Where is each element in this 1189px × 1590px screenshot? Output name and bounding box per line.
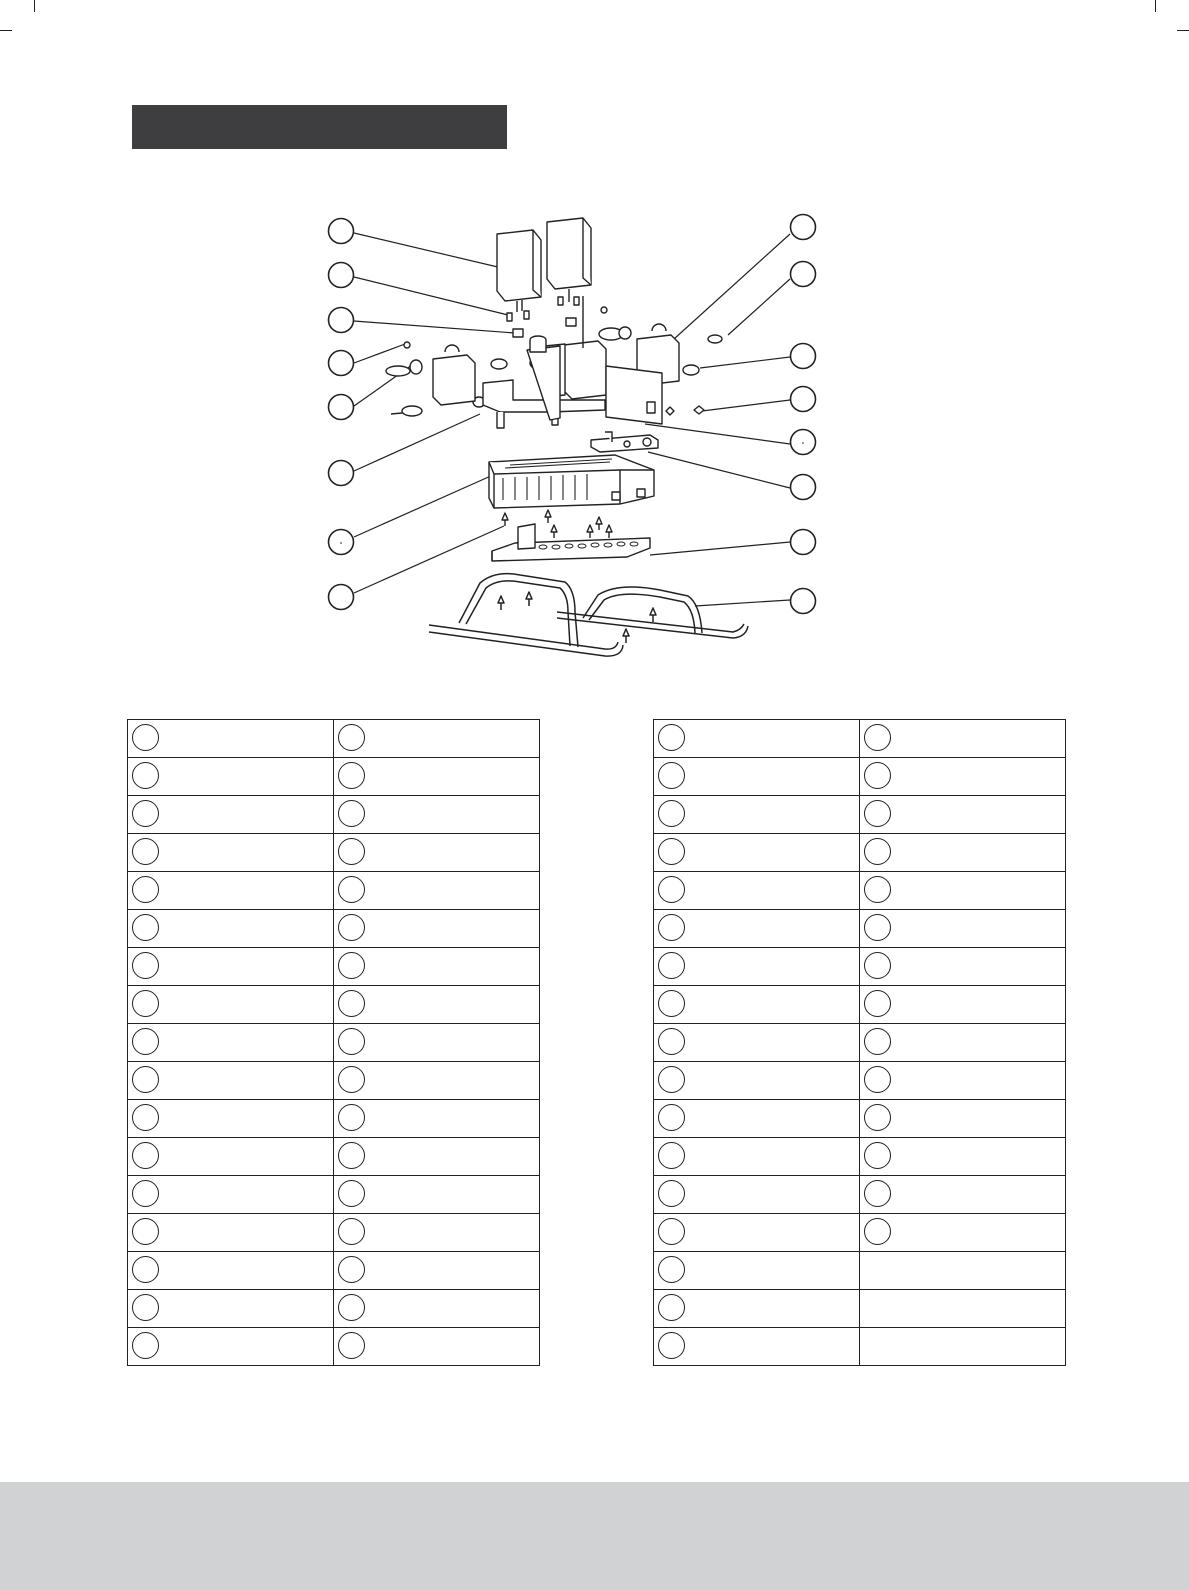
- part-number-circle: [864, 1142, 891, 1169]
- part-number-circle: [338, 1332, 365, 1359]
- part-number-circle: [132, 1066, 159, 1093]
- parts-row: [654, 1176, 1066, 1214]
- parts-cell: [860, 796, 1066, 834]
- part-number-circle: [132, 762, 159, 789]
- parts-cell: [128, 1252, 334, 1290]
- part-number-circle: [864, 952, 891, 979]
- parts-cell: [128, 1138, 334, 1176]
- parts-cell: [860, 1024, 1066, 1062]
- circuit-board: [606, 366, 662, 424]
- part-number-circle: [338, 800, 365, 827]
- parts-row: [654, 1100, 1066, 1138]
- parts-row: [654, 1290, 1066, 1328]
- parts-row: [654, 1024, 1066, 1062]
- parts-cell: [860, 1328, 1066, 1366]
- part-number-circle: [338, 1104, 365, 1131]
- parts-cell: [860, 1214, 1066, 1252]
- parts-row: [654, 1214, 1066, 1252]
- part-number-circle: [658, 800, 685, 827]
- parts-cell: [654, 1252, 860, 1290]
- part-number-circle: [338, 724, 365, 751]
- parts-row: [654, 1138, 1066, 1176]
- parts-cell: [860, 948, 1066, 986]
- part-number-circle: [658, 1256, 685, 1283]
- part-number-circle: [338, 1142, 365, 1169]
- parts-cell: [654, 834, 860, 872]
- body-housing: [489, 455, 654, 508]
- parts-cell: [654, 1062, 860, 1100]
- part-number-circle: [338, 1294, 365, 1321]
- part-number-circle: [658, 1142, 685, 1169]
- parts-cell: [334, 1328, 540, 1366]
- part-number-circle: [132, 838, 159, 865]
- parts-row: [128, 872, 540, 910]
- part-number-circle: [864, 876, 891, 903]
- part-number-circle: [132, 1180, 159, 1207]
- parts-cell: [860, 720, 1066, 758]
- parts-cell: [128, 720, 334, 758]
- part-number-circle: [658, 762, 685, 789]
- part-number-circle: [658, 914, 685, 941]
- parts-cell: [334, 720, 540, 758]
- parts-row: [128, 1252, 540, 1290]
- parts-cell: [860, 834, 1066, 872]
- part-number-circle: [864, 1218, 891, 1245]
- parts-row: [654, 1062, 1066, 1100]
- landing-skids: [429, 574, 748, 656]
- parts-cell: [128, 1100, 334, 1138]
- parts-row: [128, 834, 540, 872]
- part-number-circle: [132, 1028, 159, 1055]
- part-number-circle: [132, 1256, 159, 1283]
- parts-cell: [654, 1138, 860, 1176]
- parts-row: [128, 1100, 540, 1138]
- part-number-circle: [132, 1218, 159, 1245]
- parts-cell: [654, 1214, 860, 1252]
- parts-cell: [860, 1138, 1066, 1176]
- part-number-circle: [864, 724, 891, 751]
- parts-cell: [334, 796, 540, 834]
- parts-cell: [334, 834, 540, 872]
- parts-cell: [128, 1176, 334, 1214]
- parts-cell: [128, 1328, 334, 1366]
- parts-cell: [334, 1062, 540, 1100]
- parts-cell: [128, 910, 334, 948]
- parts-row: [128, 1062, 540, 1100]
- parts-cell: [654, 758, 860, 796]
- parts-cell: [860, 1062, 1066, 1100]
- parts-cell: [128, 1214, 334, 1252]
- part-number-circle: [658, 876, 685, 903]
- part-number-circle: [864, 1028, 891, 1055]
- parts-cell: [334, 1176, 540, 1214]
- parts-list-right: [653, 719, 1066, 1366]
- parts-cell: [334, 948, 540, 986]
- part-number-circle: [658, 1028, 685, 1055]
- part-number-circle: [658, 1180, 685, 1207]
- part-number-circle: [132, 724, 159, 751]
- parts-cell: [860, 910, 1066, 948]
- parts-cell: [860, 1176, 1066, 1214]
- part-number-circle: [658, 724, 685, 751]
- part-number-circle: [658, 1066, 685, 1093]
- part-number-circle: [132, 876, 159, 903]
- parts-row: [128, 910, 540, 948]
- parts-cell: [654, 910, 860, 948]
- parts-cell: [654, 1328, 860, 1366]
- parts-row: [128, 1328, 540, 1366]
- footer-band: [0, 1482, 1189, 1590]
- parts-cell: [128, 986, 334, 1024]
- parts-row: [654, 1328, 1066, 1366]
- part-number-circle: [864, 762, 891, 789]
- part-number-circle: [338, 1028, 365, 1055]
- part-number-circle: [658, 1218, 685, 1245]
- part-number-circle: [338, 876, 365, 903]
- parts-row: [128, 1024, 540, 1062]
- part-number-circle: [658, 1294, 685, 1321]
- parts-cell: [654, 1100, 860, 1138]
- parts-cell: [334, 1138, 540, 1176]
- parts-cell: [860, 1290, 1066, 1328]
- exploded-view-diagram: [0, 0, 1189, 680]
- parts-cell: [654, 986, 860, 1024]
- parts-row: [128, 948, 540, 986]
- part-number-circle: [864, 914, 891, 941]
- parts-cell: [654, 720, 860, 758]
- parts-cell: [654, 1024, 860, 1062]
- parts-row: [654, 948, 1066, 986]
- parts-row: [128, 758, 540, 796]
- parts-cell: [128, 1290, 334, 1328]
- part-number-circle: [132, 1104, 159, 1131]
- part-number-circle: [132, 952, 159, 979]
- part-number-circle: [338, 1218, 365, 1245]
- part-number-circle: [864, 1066, 891, 1093]
- parts-row: [128, 796, 540, 834]
- parts-cell: [128, 796, 334, 834]
- parts-cell: [128, 758, 334, 796]
- part-number-circle: [658, 838, 685, 865]
- parts-row: [654, 1252, 1066, 1290]
- parts-row: [654, 834, 1066, 872]
- parts-cell: [860, 872, 1066, 910]
- part-number-circle: [132, 914, 159, 941]
- parts-row: [128, 1138, 540, 1176]
- parts-cell: [334, 986, 540, 1024]
- part-number-circle: [338, 952, 365, 979]
- parts-row: [128, 1214, 540, 1252]
- part-number-circle: [864, 1180, 891, 1207]
- part-number-circle: [338, 838, 365, 865]
- parts-cell: [860, 1100, 1066, 1138]
- parts-cell: [334, 1252, 540, 1290]
- part-number-circle: [132, 800, 159, 827]
- base-plate: [492, 524, 650, 561]
- parts-cell: [334, 1100, 540, 1138]
- parts-cell: [654, 796, 860, 834]
- part-number-circle: [132, 1332, 159, 1359]
- part-number-circle: [864, 1104, 891, 1131]
- part-number-circle: [864, 800, 891, 827]
- parts-row: [654, 872, 1066, 910]
- parts-row: [128, 986, 540, 1024]
- parts-cell: [334, 910, 540, 948]
- parts-cell: [654, 872, 860, 910]
- parts-cell: [334, 1290, 540, 1328]
- parts-row: [654, 910, 1066, 948]
- parts-cell: [860, 1252, 1066, 1290]
- parts-cell: [334, 872, 540, 910]
- parts-cell: [334, 1024, 540, 1062]
- part-number-circle: [658, 1332, 685, 1359]
- part-number-circle: [658, 952, 685, 979]
- parts-cell: [128, 872, 334, 910]
- part-number-circle: [338, 762, 365, 789]
- parts-cell: [860, 986, 1066, 1024]
- part-number-circle: [132, 1142, 159, 1169]
- side-bracket: [591, 432, 658, 452]
- parts-row: [654, 758, 1066, 796]
- parts-cell: [128, 948, 334, 986]
- part-number-circle: [338, 914, 365, 941]
- part-number-circle: [864, 990, 891, 1017]
- part-number-circle: [864, 838, 891, 865]
- parts-cell: [654, 1176, 860, 1214]
- parts-row: [128, 720, 540, 758]
- parts-cell: [334, 758, 540, 796]
- part-number-circle: [658, 990, 685, 1017]
- parts-row: [654, 720, 1066, 758]
- part-number-circle: [658, 1104, 685, 1131]
- part-number-circle: [338, 1180, 365, 1207]
- parts-cell: [128, 834, 334, 872]
- parts-row: [654, 986, 1066, 1024]
- parts-cell: [654, 948, 860, 986]
- part-number-circle: [338, 1066, 365, 1093]
- parts-cell: [128, 1024, 334, 1062]
- parts-cell: [654, 1290, 860, 1328]
- parts-list-left: [127, 719, 540, 1366]
- parts-row: [654, 796, 1066, 834]
- part-number-circle: [132, 990, 159, 1017]
- part-number-circle: [338, 1256, 365, 1283]
- part-number-circle: [338, 990, 365, 1017]
- parts-cell: [334, 1214, 540, 1252]
- part-number-circle: [132, 1294, 159, 1321]
- parts-cell: [860, 758, 1066, 796]
- parts-cell: [128, 1062, 334, 1100]
- parts-row: [128, 1176, 540, 1214]
- parts-row: [128, 1290, 540, 1328]
